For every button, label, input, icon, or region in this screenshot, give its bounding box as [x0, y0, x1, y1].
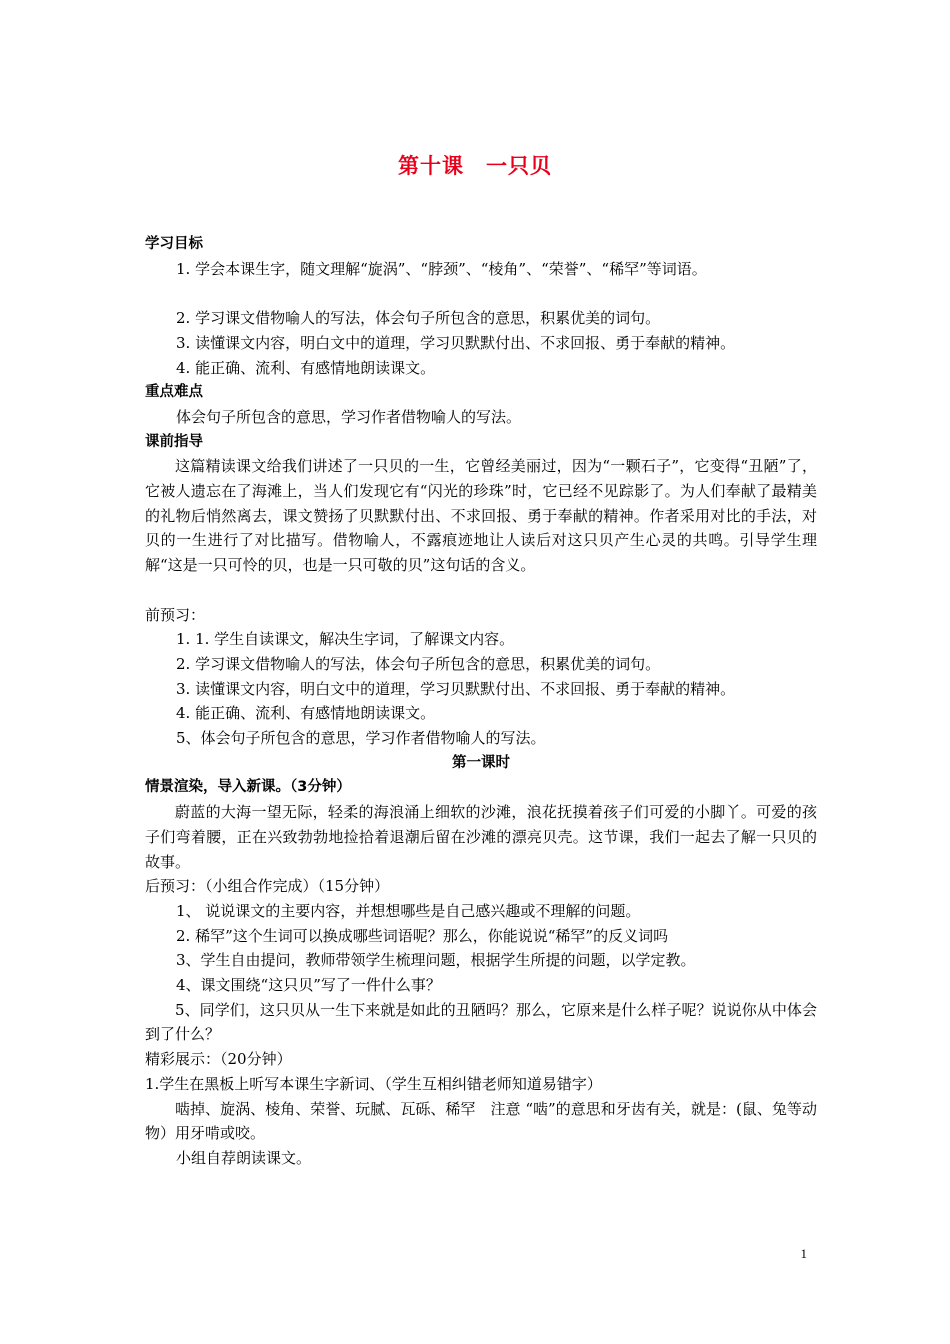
page-title: 第十课 一只贝 [398, 154, 552, 178]
after-item-4: 4、课文围绕“这只贝”写了一件什么事？ [176, 976, 441, 995]
document-body [145, 232, 817, 1171]
after-item-5: 5、同学们，这只贝从一生下来就是如此的丑陋吗？那么，它原来是什么样子呢？说说你从中体会到了什么？ [145, 1000, 817, 1044]
after-item-1: 1、 说说课文的主要内容，并想想哪些是自己感兴趣或不理解的问题。 [176, 901, 641, 920]
lesson1-heading: 第一课时 [452, 754, 510, 771]
guide-heading: 课前指导 [145, 433, 203, 450]
goal-item-2: 2. 学习课文借物喻人的写法，体会句子所包含的意思，积累优美的词句。 [176, 309, 661, 328]
preview-item-4: 4. 能正确、流利、有感情地朗读课文。 [176, 704, 436, 723]
preview-item-1: 1. 1. 学生自读课文，解决生字词，了解课文内容。 [176, 630, 515, 649]
preview-item-2: 2. 学习课文借物喻人的写法，体会句子所包含的意思，积累优美的词句。 [176, 654, 661, 673]
show-read: 小组自荐朗读课文。 [176, 1148, 312, 1167]
goals-heading: 学习目标 [145, 236, 203, 252]
goal-item-3: 3. 读懂课文内容，明白文中的道理，学习贝默默付出、不求回报、勇于奉献的精神。 [176, 333, 736, 352]
after-item-3: 3、学生自由提问，教师带领学生梳理问题，根据学生所提的问题，以学定教。 [176, 951, 696, 970]
goal-item-1: 1. 学会本课生字，随文理解“旋涡”、“脖颈”、“棱角”、“荣誉”、“稀罕”等词语。 [176, 259, 707, 278]
guide-text: 这篇精读课文给我们讲述了一只贝的一生，它曾经美丽过，因为“一颗石子”，它变得“丑陋”了，它被人遗忘在了海滩上，当人们发现它有“闪光的珍珠”时，它已经不见踪影了。为人们奉献了最精美的礼物后悄然离去，课文赞扬了贝默默付出、不求回报、勇于奉献的精神。作者采用对比的手法，对贝的一生进行了对比描写。借物喻人，不露痕迹地让人读后对这只贝产生心灵的共鸣。引导学生理解“这是一只可怜的贝，也是一只可敬的贝”这句话的含义。 [145, 457, 817, 575]
show-words: 啮掉、旋涡、棱角、荣誉、玩腻、瓦砾、稀罕 注意 “啮”的意思和牙齿有关，就是：(鼠、兔等动物）用牙啃或咬。 [145, 1099, 817, 1143]
intro-text: 蔚蓝的大海一望无际，轻柔的海浪涌上细软的沙滩，浪花抚摸着孩子们可爱的小脚丫。可爱的孩子们弯着腰，正在兴致勃勃地捡拾着退潮后留在沙滩的漂亮贝壳。这节课，我们一起去了解一只贝的故事。 [145, 803, 817, 871]
after-heading: 后预习：（小组合作完成）（15分钟） [145, 877, 390, 896]
key-text: 体会句子所包含的意思，学习作者借物喻人的写法。 [176, 407, 522, 426]
after-item-2: 2. 稀罕”这个生词可以换成哪些词语呢？那么，你能说说“稀罕”的反义词吗 [176, 926, 669, 945]
key-heading: 重点难点 [145, 384, 203, 401]
preview-item-3: 3. 读懂课文内容，明白文中的道理，学习贝默默付出、不求回报、勇于奉献的精神。 [176, 679, 736, 698]
show-item-1: 1.学生在黑板上听写本课生字新词、（学生互相纠错老师知道易错字） [145, 1074, 602, 1093]
intro-heading: 情景渲染，导入新课。（3分钟） [145, 779, 351, 796]
page-number: 1 [800, 1246, 807, 1261]
show-heading: 精彩展示：（20分钟） [145, 1050, 292, 1069]
goal-item-4: 4. 能正确、流利、有感情地朗读课文。 [176, 358, 436, 377]
preview-heading: 前预习： [145, 605, 206, 624]
preview-item-5: 5、体会句子所包含的意思，学习作者借物喻人的写法。 [176, 729, 546, 748]
